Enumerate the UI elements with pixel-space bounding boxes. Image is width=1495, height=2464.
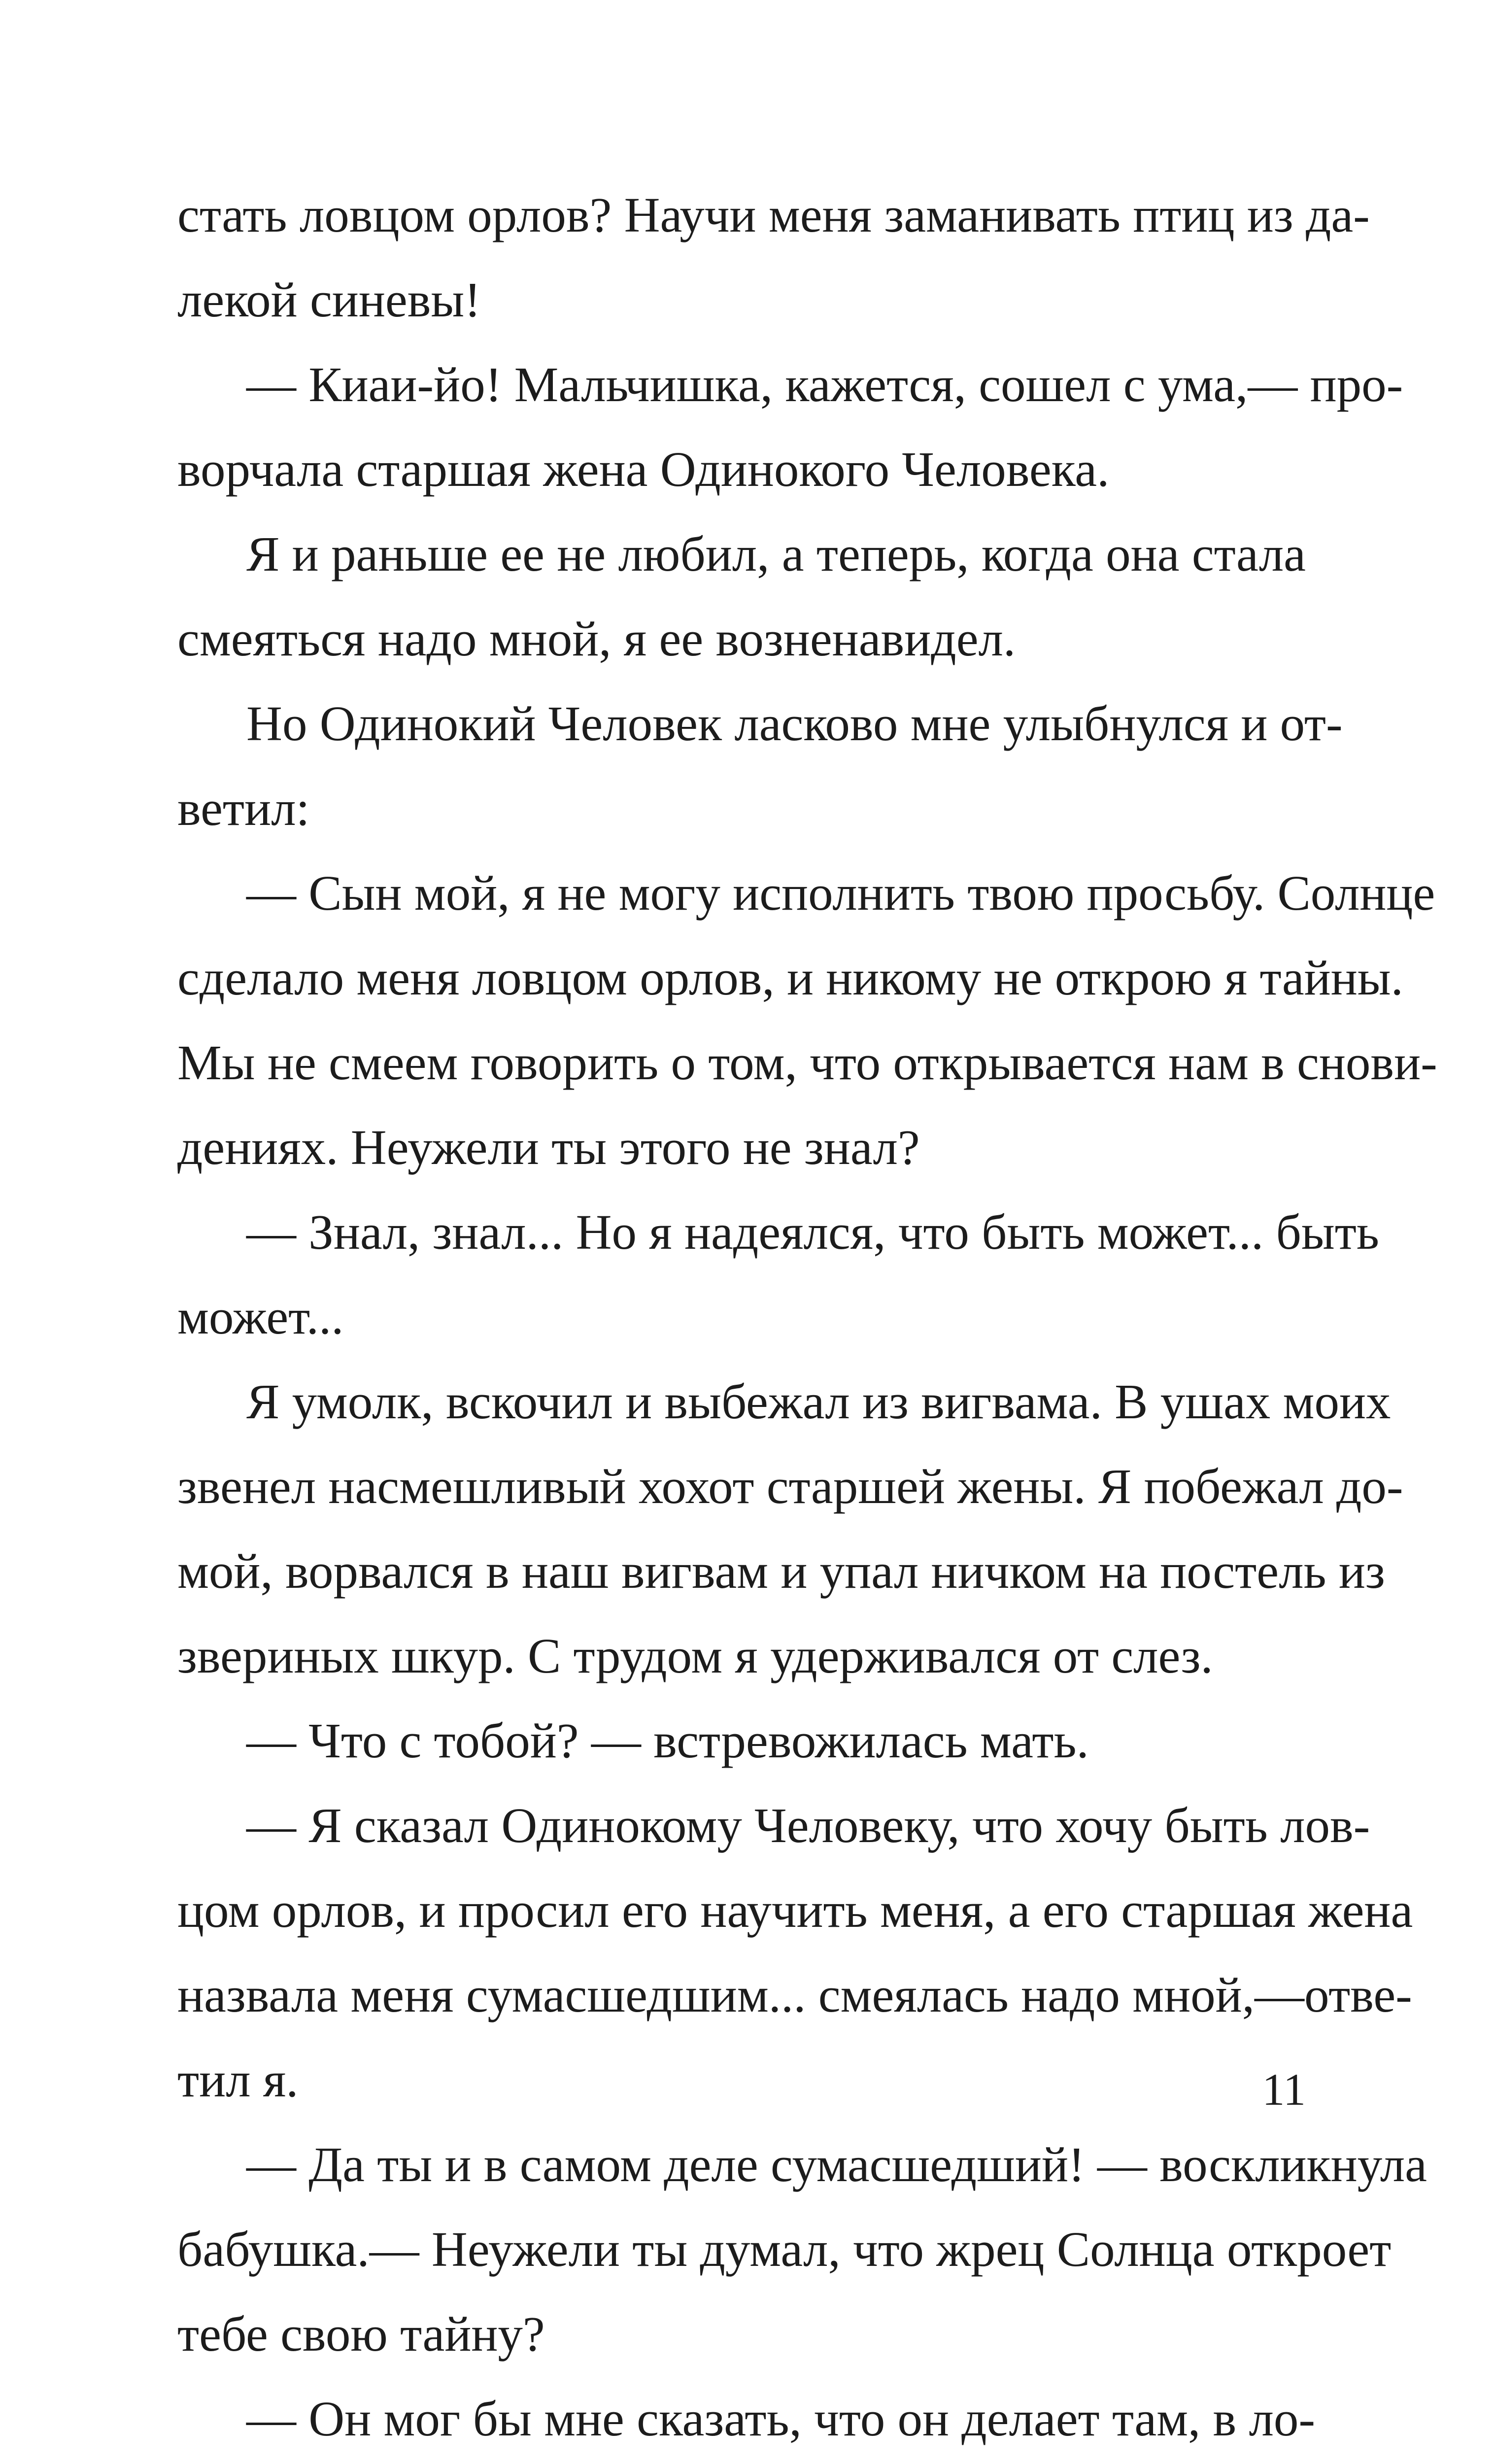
text-line [177, 2461, 1306, 2464]
text-line: смеяться надо мной, я ее возненавидел. [177, 611, 1016, 666]
text-line: — Киаи-йо! Мальчишка, кажется, сошел с ума,— про- [246, 357, 1403, 412]
text-line: Я и раньше ее не любил, а теперь, когда она стала [246, 526, 1306, 582]
text-line: дениях. Неужели ты этого не знал? [177, 1120, 920, 1175]
text-line: — Я сказал Одинокому Человеку, что хочу быть лов- [246, 1798, 1370, 1853]
text-line: Мы не смеем говорить о том, что открывается нам в снови- [177, 1035, 1437, 1090]
text-line: ветил: [177, 781, 310, 836]
text-line: мой, ворвался в наш вигвам и упал ничком на постель из [177, 1543, 1385, 1599]
text-line: — Сын мой, я не могу исполнить твою просьбу. Солнце [246, 865, 1435, 921]
text-line: тебе свою тайну? [177, 2306, 545, 2361]
text-line: тил я. [177, 2052, 299, 2107]
text-line: Но Одинокий Человек ласково мне улыбнулся и от- [246, 696, 1343, 751]
text-line: звериных шкур. С трудом я удерживался от слез. [177, 1628, 1213, 1683]
page-number: 11 [1262, 2064, 1306, 2115]
text-line: — Что с тобой? — встревожилась мать. [246, 1713, 1089, 1768]
text-line: цом орлов, и просил его научить меня, а его старшая жена [177, 1882, 1413, 1938]
text-line: может... [177, 1289, 344, 1344]
text-line: — Да ты и в самом деле сумасшедший! — воскликнула [246, 2137, 1427, 2192]
text-line: сделало меня ловцом орлов, и никому не открою я тайны. [177, 950, 1403, 1005]
text-line: стать ловцом орлов? Научи меня заманивать птиц из да- [177, 187, 1370, 242]
text-line: звенел насмешливый хохот старшей жены. Я побежал до- [177, 1459, 1403, 1514]
text-line: Я умолк, вскочил и выбежал из вигвама. В ушах моих [246, 1374, 1391, 1429]
text-line: лекой синевы! [177, 272, 481, 327]
body-text [177, 172, 1437, 2464]
text-line: — Он мог бы мне сказать, что он делает там, в ло- [246, 2391, 1316, 2446]
text-line: назвала меня сумасшедшим... смеялась надо мной,—отве- [177, 1967, 1412, 2022]
text-line: ворчала старшая жена Одинокого Человека. [177, 442, 1110, 497]
text-line: — Знал, знал... Но я надеялся, что быть может... быть [246, 1204, 1379, 1260]
text-line: бабушка.— Неужели ты думал, что жрец Солнца откроет [177, 2222, 1392, 2277]
